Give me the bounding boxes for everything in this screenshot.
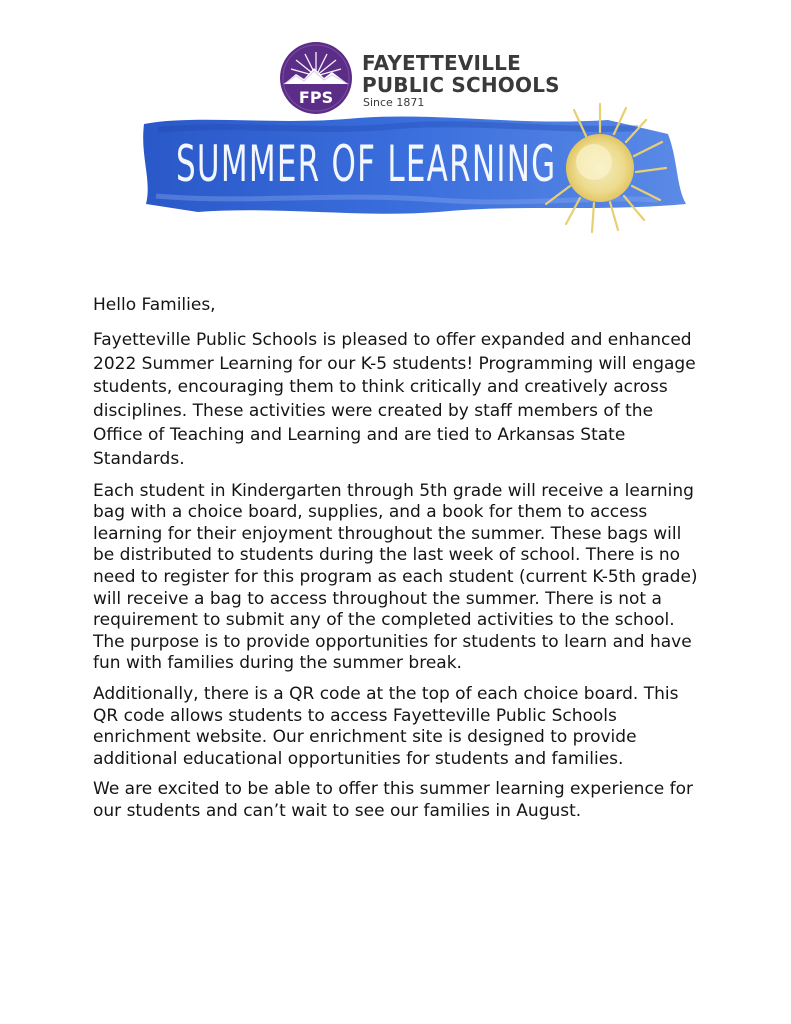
logo-initials: FPS: [298, 88, 334, 107]
paragraph-learning-bag: Each student in Kindergarten through 5th grade will receive a learning bag with a choice board, supplies, and a book for them to access learning for their enjoyment throughout the summer. These bags will be distributed to students during the last week of school. There is no need to register for this program as each student (current K-5th grade) will receive a bag to access throughout the summer. There is not a requirement to submit any of the completed activities to the school. The purpose is to provide opportunities for students to learn and have fun with families during the summer break.: [93, 480, 698, 674]
since-year: Since 1871: [363, 96, 425, 109]
org-name: [362, 52, 560, 96]
paragraph-intro: Fayetteville Public Schools is pleased to offer expanded and enhanced 2022 Summer Learning for our K-5 students! Programming will engage students, encouraging them to think critically and creatively across disciplines. These activities were created by staff members of the Office of Teaching and Learning and are tied to Arkansas State Standards.: [93, 329, 696, 469]
greeting: Hello Families,: [93, 295, 216, 315]
letter-body: [93, 294, 703, 831]
org-name-line2: PUBLIC SCHOOLS: [362, 73, 560, 97]
summer-banner: [138, 100, 694, 236]
banner-title: SUMMER OF LEARNING: [176, 135, 557, 193]
paragraph-closing: We are excited to be able to offer this summer learning experience for our students and can’t wait to see our families in August.: [93, 779, 694, 821]
paragraph-qr-code: Additionally, there is a QR code at the top of each choice board. This QR code allows students to access Fayetteville Public Schools enrichment website. Our enrichment site is designed to provide additional educational opportunities for students and families.: [93, 683, 679, 769]
org-name-line1: FAYETTEVILLE: [362, 51, 521, 75]
